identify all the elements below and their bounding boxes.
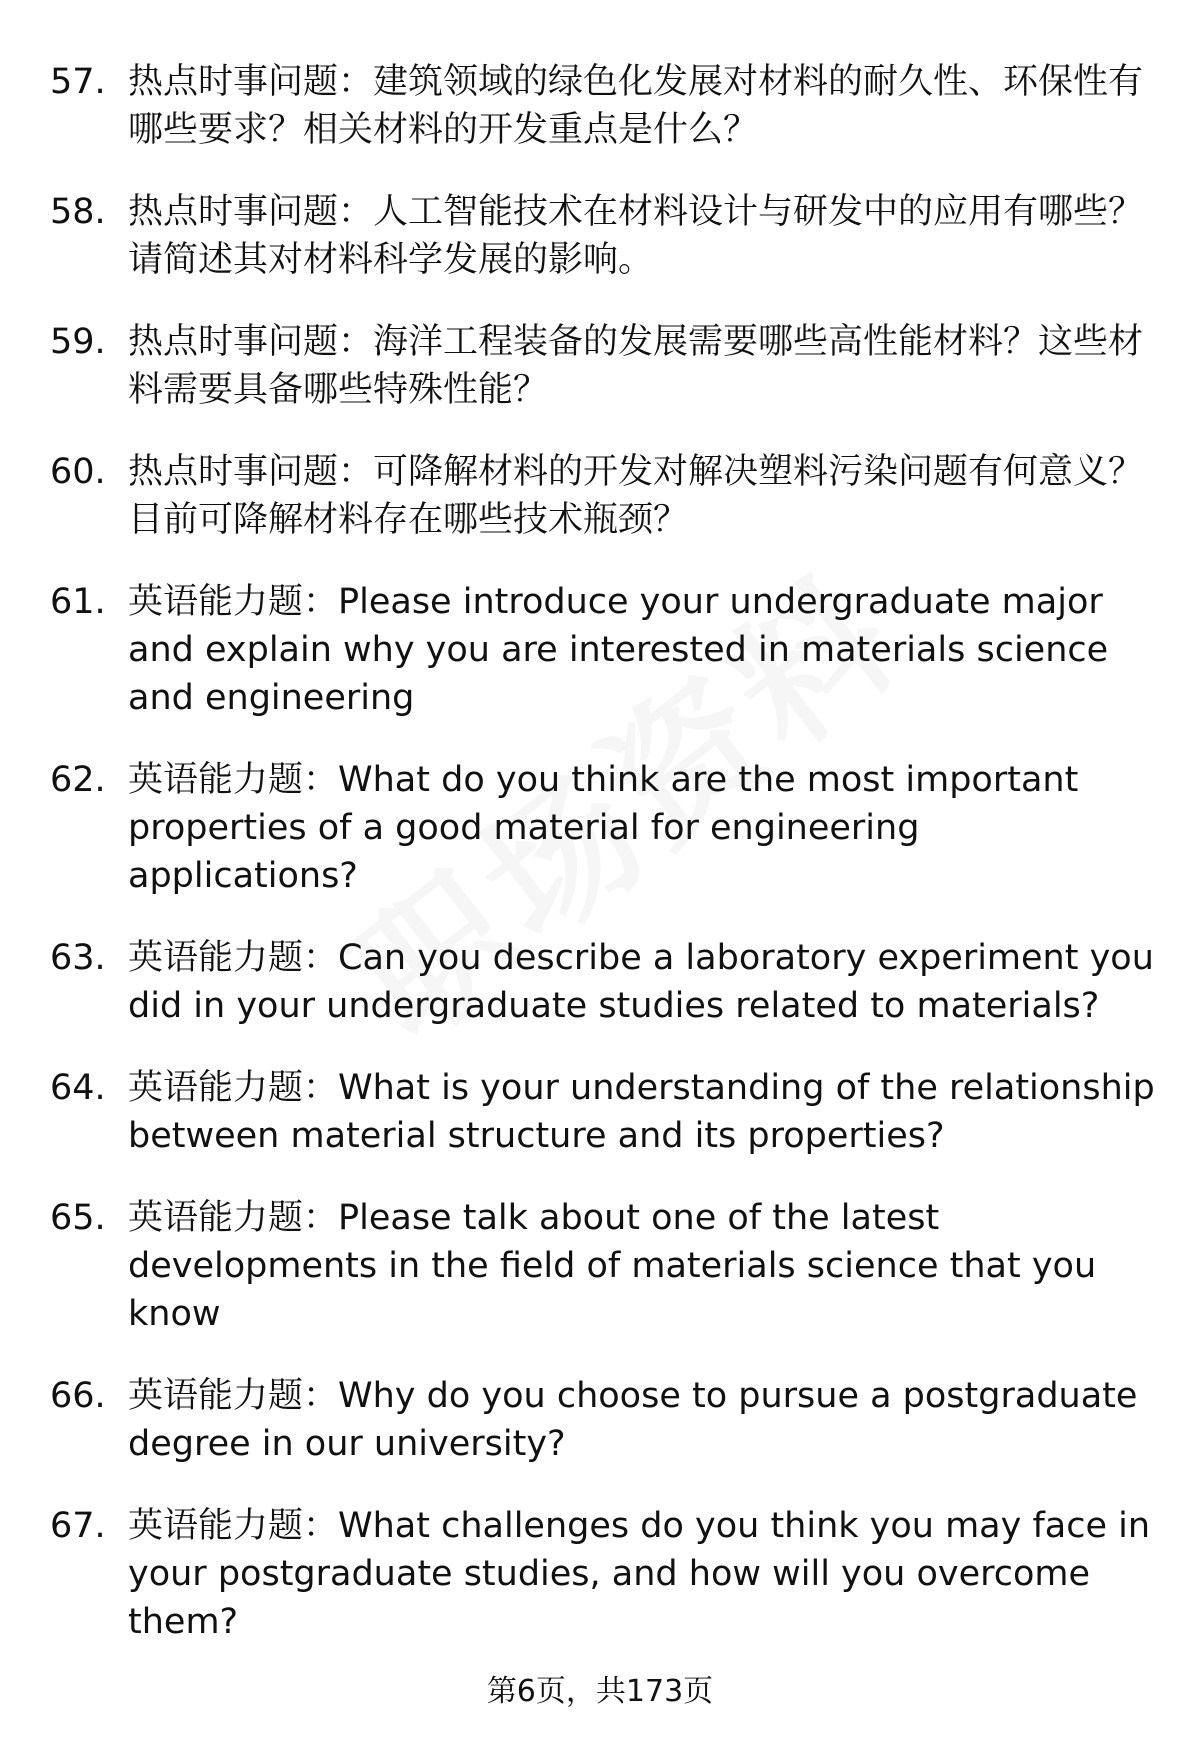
question-item <box>50 578 1160 722</box>
question-list <box>50 58 1160 1680</box>
question-type: 热点时事问题： <box>128 322 374 362</box>
question-text: Please introduce your undergraduate major and explain why you are interested in materials science and engineering <box>128 582 1109 718</box>
question-text: What challenges do you think you may face in your postgraduate studies, and how will you overcome them? <box>128 1506 1151 1642</box>
question-number: 65. <box>50 1198 106 1238</box>
question-item <box>50 318 1160 414</box>
question-number: 58. <box>50 192 106 232</box>
question-type: 英语能力题： <box>128 1068 339 1108</box>
question-body <box>128 448 1160 544</box>
question-item <box>50 448 1160 544</box>
question-number: 62. <box>50 760 106 800</box>
question-type: 英语能力题： <box>128 938 339 978</box>
question-type: 英语能力题： <box>128 1198 339 1238</box>
question-text: What is your understanding of the relationship between material structure and its properties? <box>128 1068 1155 1156</box>
question-item <box>50 1372 1160 1468</box>
question-number: 64. <box>50 1068 106 1108</box>
question-text: 建筑领域的绿色化发展对材料的耐久性、环保性有哪些要求？相关材料的开发重点是什么？ <box>128 62 1144 150</box>
question-number: 61. <box>50 582 106 622</box>
question-body <box>128 1064 1160 1160</box>
question-number: 66. <box>50 1376 106 1416</box>
question-item <box>50 1064 1160 1160</box>
page-number: 第6页，共173页 <box>486 1674 714 1709</box>
question-type: 热点时事问题： <box>128 192 374 232</box>
question-type: 热点时事问题： <box>128 62 374 102</box>
question-body <box>128 188 1160 284</box>
question-body <box>128 934 1160 1030</box>
question-body <box>128 1194 1160 1338</box>
question-item <box>50 1194 1160 1338</box>
question-type: 英语能力题： <box>128 1376 339 1416</box>
question-type: 英语能力题： <box>128 760 339 800</box>
question-text: What do you think are the most important properties of a good material for engineering applications? <box>128 760 1079 896</box>
question-item <box>50 1502 1160 1646</box>
question-type: 英语能力题： <box>128 582 339 622</box>
question-body <box>128 578 1160 722</box>
question-number: 63. <box>50 938 106 978</box>
question-number: 67. <box>50 1506 106 1546</box>
question-number: 60. <box>50 452 106 492</box>
question-item <box>50 934 1160 1030</box>
question-number: 57. <box>50 62 106 102</box>
question-text: Why do you choose to pursue a postgraduate degree in our university? <box>128 1376 1138 1464</box>
question-text: 可降解材料的开发对解决塑料污染问题有何意义？目前可降解材料存在哪些技术瓶颈？ <box>128 452 1144 540</box>
question-item <box>50 188 1160 284</box>
question-item <box>50 58 1160 154</box>
question-item <box>50 756 1160 900</box>
question-text: Please talk about one of the latest developments in the field of materials science that you know <box>128 1198 1097 1334</box>
question-text: 人工智能技术在材料设计与研发中的应用有哪些？请简述其对材料科学发展的影响。 <box>128 192 1144 280</box>
question-body <box>128 756 1160 900</box>
question-text: 海洋工程装备的发展需要哪些高性能材料？这些材料需要具备哪些特殊性能？ <box>128 322 1144 410</box>
question-type: 热点时事问题： <box>128 452 374 492</box>
question-body <box>128 1502 1160 1646</box>
question-body <box>128 58 1160 154</box>
question-body <box>128 1372 1160 1468</box>
question-type: 英语能力题： <box>128 1506 339 1546</box>
question-body <box>128 318 1160 414</box>
question-text: Can you describe a laboratory experiment you did in your undergraduate studies related to materials? <box>128 938 1154 1026</box>
question-number: 59. <box>50 322 106 362</box>
